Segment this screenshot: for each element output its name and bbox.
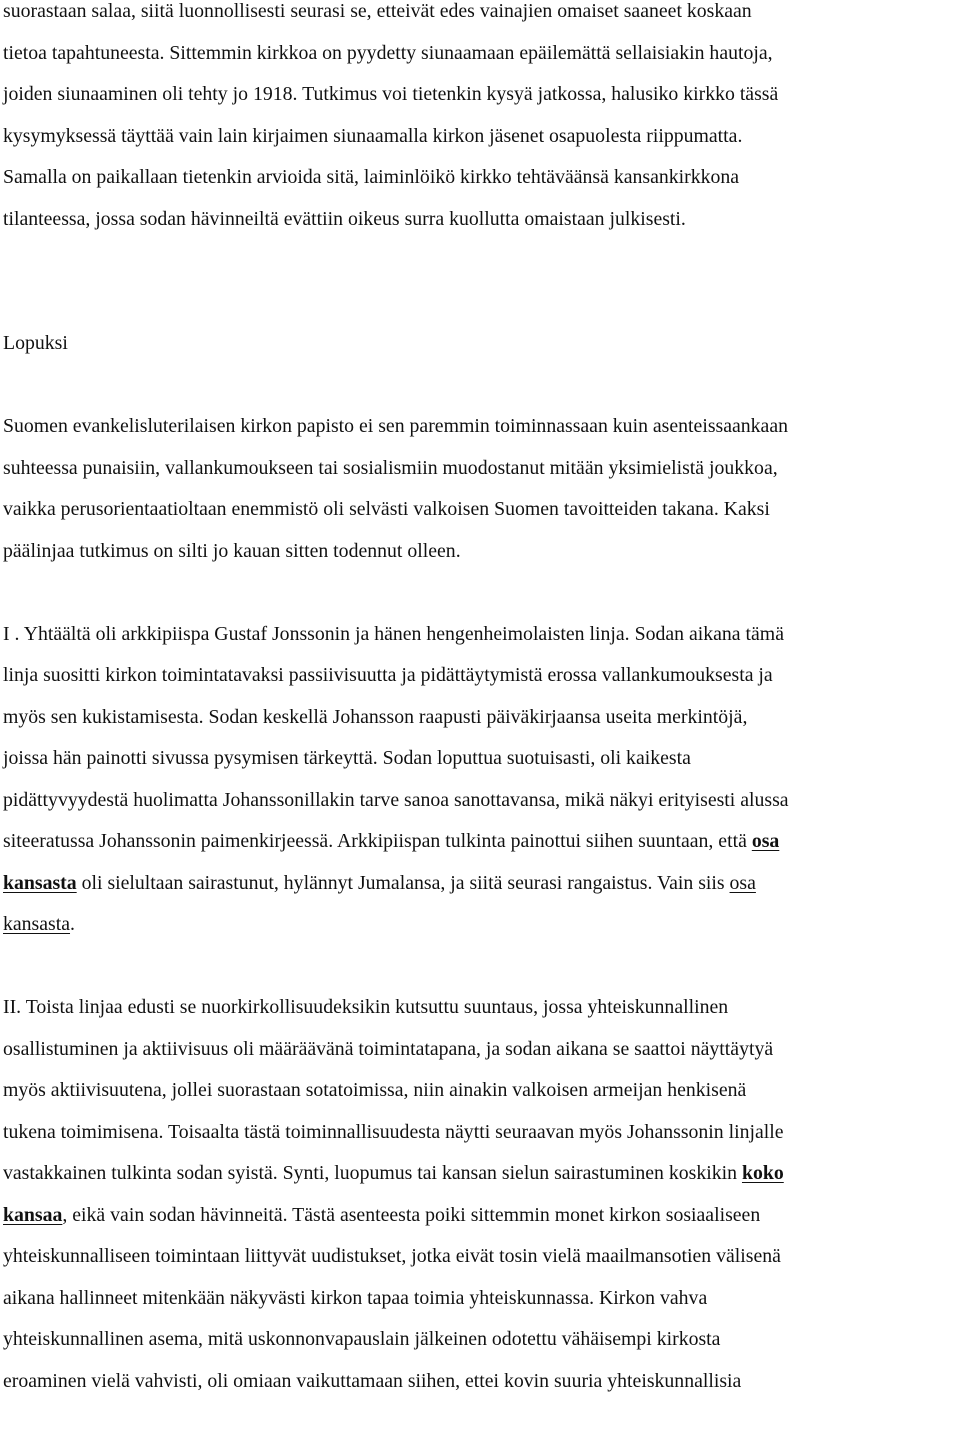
spacer — [3, 365, 960, 407]
emphasis-koko-kansaa-cont: kansaa — [3, 1203, 63, 1226]
text-line: linja suositti kirkon toimintatavaksi passiivisuutta ja pidättäytymistä erossa vallankumouksesta ja — [3, 664, 773, 686]
text-line: Suomen evankelisluterilaisen kirkon papisto ei sen paremmin toiminnassaan kuin asenteissaankaan — [3, 415, 789, 437]
paragraph-summary — [3, 406, 960, 572]
text-line: tietoa tapahtuneesta. Sittemmin kirkkoa on pyydetty siunaamaan epäilemättä sellaisiakin hautoja, — [3, 41, 773, 64]
paragraph-intro — [3, 0, 960, 240]
text-line — [3, 904, 960, 946]
section-heading — [3, 323, 960, 365]
text-line: vaikka perusorientaatioltaan enemmistö oli selvästi valkoisen Suomen tavoitteiden takana. Kaksi — [3, 498, 770, 520]
text-line: yhteiskunnalliseen toimintaan liittyvät uudistukset, jotka eivät tosin vielä maailmansotien välisenä — [3, 1245, 781, 1267]
text-fragment: . — [70, 913, 75, 935]
spacer — [3, 240, 960, 323]
spacer — [3, 946, 960, 988]
paragraph-line-two — [3, 987, 960, 1402]
text-line: tukena toimimisena. Toisaalta tästä toiminnallisuudesta näytti seuraavan myös Johanssonin linjalle — [3, 1120, 784, 1143]
text-line: kysymyksessä täyttää vain lain kirjaimen siunaamalla kirkon jäsenet osapuolesta riippumatta. — [3, 124, 743, 147]
text-line — [3, 863, 960, 905]
emphasis-osa-kansasta: osa — [751, 830, 780, 852]
heading-text: Lopuksi — [3, 332, 68, 354]
text-line: tilanteessa, jossa sodan hävinneiltä evättiin oikeus surra kuollutta omaistaan julkisesti. — [3, 207, 686, 230]
text-line: myös aktiivisuutena, jollei suorastaan sotatoimissa, niin ainakin valkoisen armeijan henkisenä — [3, 1079, 747, 1101]
paragraph-line-one — [3, 614, 960, 946]
text-line: joiden siunaaminen oli tehty jo 1918. Tutkimus voi tietenkin kysyä jatkossa, halusiko kirkko tässä — [3, 83, 779, 105]
text-line: aikana hallinneet mitenkään näkyvästi kirkon tapaa toimia yhteiskunnassa. Kirkon vahva — [3, 1286, 708, 1309]
text-line — [3, 1153, 960, 1195]
text-line: yhteiskunnallinen asema, mitä uskonnonvapauslain jälkeinen odotettu vähäisempi kirkosta — [3, 1328, 721, 1350]
text-line: osallistuminen ja aktiivisuus oli määräävänä toimintatapana, ja sodan aikana se saattoi näyttäytyä — [3, 1037, 774, 1060]
text-line: päälinjaa tutkimus on silti jo kauan sitten todennut olleen. — [3, 539, 461, 562]
text-fragment: vastakkainen tulkinta sodan syistä. Synti, luopumus tai kansan sielun sairastuminen koskikin — [3, 1162, 742, 1184]
document-page — [3, 0, 960, 1402]
text-line: II. Toista linjaa edusti se nuorkirkollisuudeksikin kutsuttu suuntaus, jossa yhteiskunnallinen — [3, 996, 729, 1018]
text-line: suorastaan salaa, siitä luonnollisesti seurasi se, etteivät edes vainajien omaiset saaneet koskaan — [3, 0, 752, 22]
text-line: suhteessa punaisiin, vallankumoukseen tai sosialismiin muodostanut mitään yksimielistä joukkoa, — [3, 456, 778, 479]
text-line: eroaminen vielä vahvisti, oli omiaan vaikuttamaan siihen, ettei kovin suuria yhteiskunnallisia — [3, 1369, 742, 1392]
emphasis-osa-kansasta-cont: kansasta — [3, 871, 77, 894]
text-line: joissa hän painotti sivussa pysymisen tärkeyttä. Sodan loputtua suotuisasti, oli kaikesta — [3, 747, 691, 769]
text-fragment: siteeratussa Johanssonin paimenkirjeessä. Arkkipiispan tulkinta painottui siihen suuntaan, että — [3, 830, 752, 852]
text-line: I . Yhtäältä oli arkkipiispa Gustaf Jonssonin ja hänen hengenheimolaisten linja. Sodan aikana tämä — [3, 622, 784, 645]
spacer — [3, 572, 960, 614]
text-fragment: , eikä vain sodan hävinneitä. Tästä asenteesta poiki sittemmin monet kirkon sosiaaliseen — [62, 1203, 761, 1226]
text-line — [3, 1195, 960, 1237]
text-fragment: oli sielultaan sairastunut, hylännyt Jumalansa, ja siitä seurasi rangaistus. Vain siis — [76, 871, 730, 894]
underline-osa-kansasta-cont: kansasta — [3, 913, 71, 935]
text-line: myös sen kukistamisesta. Sodan keskellä Johansson raapusti päiväkirjaansa useita merkintöjä, — [3, 705, 748, 728]
emphasis-koko-kansaa: koko — [741, 1162, 784, 1184]
underline-osa-kansasta: osa — [729, 871, 756, 894]
text-line: pidättyvyydestä huolimatta Johanssonillakin tarve sanoa sanottavansa, mikä näkyi erityisesti alussa — [3, 788, 789, 811]
text-line: Samalla on paikallaan tietenkin arvioida sitä, laiminlöikö kirkko tehtäväänsä kansankirkkona — [3, 166, 740, 188]
text-line — [3, 821, 960, 863]
